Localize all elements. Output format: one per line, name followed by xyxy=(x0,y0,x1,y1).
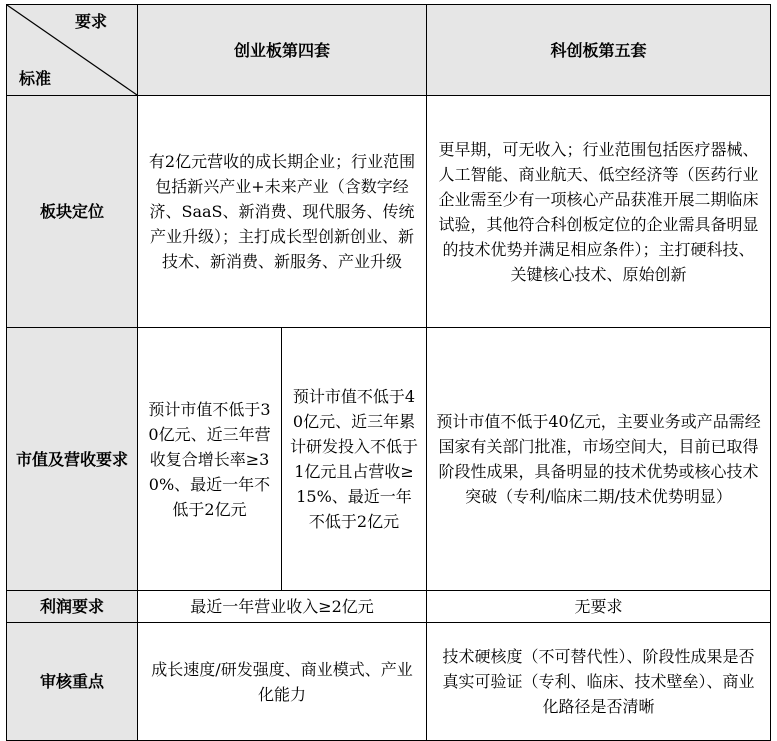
review-gem: 成长速度/研发强度、商业模式、产业化能力 xyxy=(138,623,427,741)
corner-cell xyxy=(7,5,138,96)
row-label-positioning: 板块定位 xyxy=(7,96,138,328)
row-label-profit: 利润要求 xyxy=(7,591,138,623)
column-header-gem: 创业板第四套 xyxy=(138,5,427,96)
profit-gem: 最近一年营业收入≥2亿元 xyxy=(138,591,427,623)
row-market-cap xyxy=(7,328,771,591)
row-profit xyxy=(7,591,771,623)
corner-top-label: 要求 xyxy=(74,12,107,31)
profit-star: 无要求 xyxy=(427,591,771,623)
comparison-table xyxy=(6,4,771,741)
market-cap-gem-b: 预计市值不低于40亿元、近三年累计研发投入不低于1亿元且占营收≥15%、最近一年不低于2亿元 xyxy=(282,328,427,591)
corner-bottom-label: 标准 xyxy=(19,69,52,88)
row-label-review: 审核重点 xyxy=(7,623,138,741)
market-cap-gem-a: 预计市值不低于30亿元、近三年营收复合增长率≥30%、最近一年不低于2亿元 xyxy=(138,328,282,591)
review-star: 技术硬核度（不可替代性）、阶段性成果是否真实可验证（专利、临床、技术壁垒）、商业化路径是否清晰 xyxy=(427,623,771,741)
market-cap-star: 预计市值不低于40亿元，主要业务或产品需经国家有关部门批准，市场空间大，目前已取得阶段性成果，具备明显的技术优势或核心技术突破（专利/临床二期/技术优势明显） xyxy=(427,328,771,591)
row-review xyxy=(7,623,771,741)
positioning-gem: 有2亿元营收的成长期企业；行业范围包括新兴产业+未来产业（含数字经济、SaaS、新消费、现代服务、传统产业升级）；主打成长型创新创业、新技术、新消费、新服务、产业升级 xyxy=(138,96,427,328)
row-positioning xyxy=(7,96,771,328)
header-row xyxy=(7,5,771,96)
column-header-star: 科创板第五套 xyxy=(427,5,771,96)
positioning-star: 更早期，可无收入；行业范围包括医疗器械、人工智能、商业航天、低空经济等（医药行业企业需至少有一项核心产品获准开展二期临床试验，其他符合科创板定位的企业需具备明显的技术优势并满足相应条件）；主打硬科技、关键核心技术、原始创新 xyxy=(427,96,771,328)
row-label-market-cap: 市值及营收要求 xyxy=(7,328,138,591)
